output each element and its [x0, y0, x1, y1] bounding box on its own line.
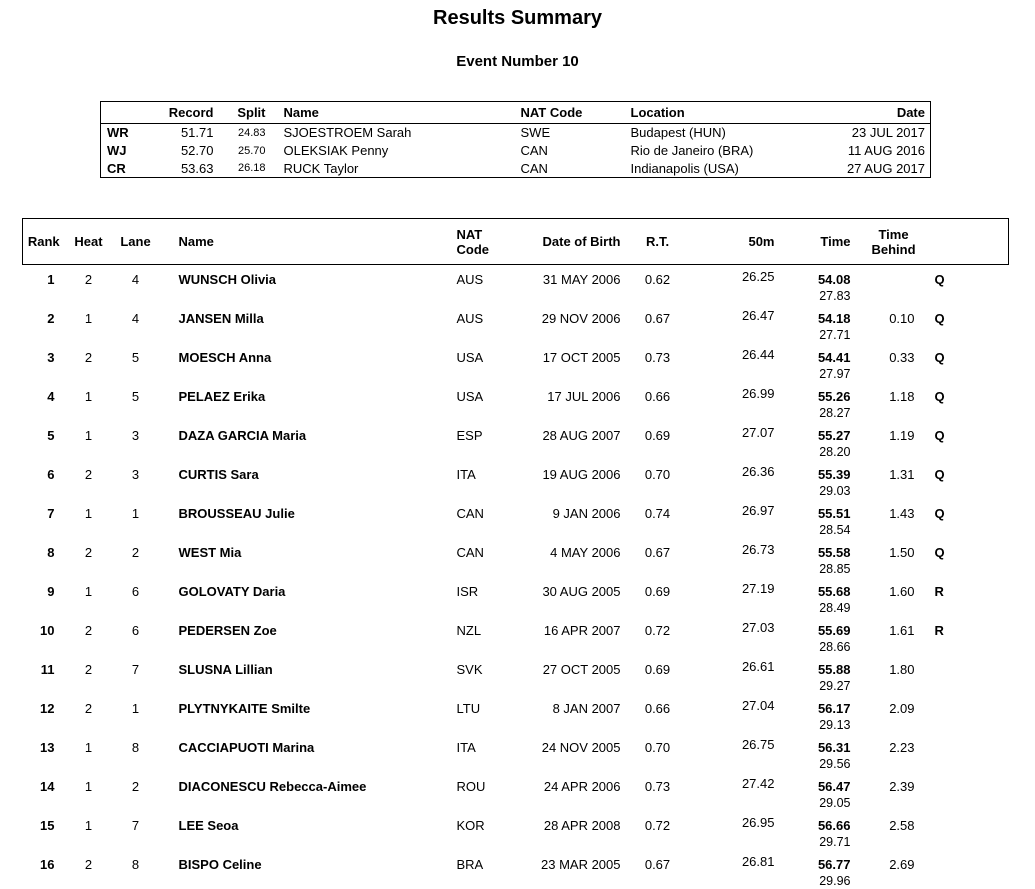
result-reaction-time: 0.70: [629, 733, 687, 772]
result-row: [23, 616, 1009, 655]
result-row: [23, 655, 1009, 694]
result-nat-code: CAN: [447, 499, 509, 538]
result-final-time: 56.77: [783, 857, 851, 873]
result-heat: 2: [65, 538, 113, 577]
result-nat-code: ITA: [447, 460, 509, 499]
result-date-of-birth: 28 AUG 2007: [509, 421, 629, 460]
records-header-row: [101, 102, 931, 124]
result-row: [23, 538, 1009, 577]
record-location: Indianapolis (USA): [616, 160, 801, 178]
result-rank: 4: [23, 382, 65, 421]
result-row: [23, 304, 1009, 343]
result-heat: 1: [65, 421, 113, 460]
result-second-50-split: 29.96: [783, 873, 851, 889]
result-qualification: [927, 733, 1009, 772]
results-header-date-of-birth: Date of Birth: [509, 219, 629, 265]
record-split: 26.18: [216, 160, 271, 178]
result-rank: 15: [23, 811, 65, 850]
result-50m-split: 26.97: [742, 503, 775, 518]
result-rank: 10: [23, 616, 65, 655]
result-50m-split: 27.04: [742, 698, 775, 713]
results-table: [22, 218, 1009, 889]
record-time: 51.71: [166, 124, 216, 142]
result-row: [23, 382, 1009, 421]
result-swimmer-name: BROUSSEAU Julie: [159, 499, 447, 538]
result-reaction-time: 0.62: [629, 265, 687, 305]
result-time-cell: [783, 811, 861, 850]
result-qualification: Q: [927, 538, 1009, 577]
result-50m-split: 26.75: [742, 737, 775, 752]
result-50m-split-cell: [687, 499, 783, 538]
result-lane: 6: [113, 616, 159, 655]
result-swimmer-name: SLUSNA Lillian: [159, 655, 447, 694]
result-50m-split-cell: [687, 772, 783, 811]
result-50m-split-cell: [687, 694, 783, 733]
result-nat-code: AUS: [447, 265, 509, 305]
result-second-50-split: 28.20: [783, 444, 851, 460]
result-final-time: 55.68: [783, 584, 851, 600]
result-reaction-time: 0.67: [629, 304, 687, 343]
record-type: WR: [101, 124, 166, 142]
result-swimmer-name: PELAEZ Erika: [159, 382, 447, 421]
result-date-of-birth: 4 MAY 2006: [509, 538, 629, 577]
result-row: [23, 421, 1009, 460]
record-row: [101, 142, 931, 160]
result-qualification: Q: [927, 343, 1009, 382]
result-time-behind: 1.50: [861, 538, 927, 577]
result-nat-code: NZL: [447, 616, 509, 655]
result-heat: 1: [65, 811, 113, 850]
result-second-50-split: 27.97: [783, 366, 851, 382]
result-swimmer-name: PEDERSEN Zoe: [159, 616, 447, 655]
result-time-behind: 1.43: [861, 499, 927, 538]
result-final-time: 54.08: [783, 272, 851, 288]
record-date: 11 AUG 2016: [801, 142, 931, 160]
result-time-cell: [783, 499, 861, 538]
record-holder: RUCK Taylor: [271, 160, 516, 178]
result-rank: 16: [23, 850, 65, 889]
record-holder: SJOESTROEM Sarah: [271, 124, 516, 142]
result-qualification: [927, 772, 1009, 811]
result-lane: 8: [113, 733, 159, 772]
result-nat-code: USA: [447, 382, 509, 421]
result-50m-split-cell: [687, 577, 783, 616]
result-heat: 1: [65, 733, 113, 772]
result-heat: 2: [65, 694, 113, 733]
result-50m-split: 26.99: [742, 386, 775, 401]
result-swimmer-name: PLYTNYKAITE Smilte: [159, 694, 447, 733]
result-row: [23, 499, 1009, 538]
result-final-time: 56.31: [783, 740, 851, 756]
result-rank: 2: [23, 304, 65, 343]
result-50m-split-cell: [687, 265, 783, 305]
record-row: [101, 124, 931, 142]
result-50m-split-cell: [687, 343, 783, 382]
result-50m-split: 27.42: [742, 776, 775, 791]
result-lane: 7: [113, 655, 159, 694]
result-rank: 6: [23, 460, 65, 499]
result-time-cell: [783, 343, 861, 382]
result-reaction-time: 0.66: [629, 694, 687, 733]
result-heat: 2: [65, 655, 113, 694]
result-heat: 2: [65, 343, 113, 382]
results-header-time-behind: Time Behind: [861, 219, 927, 265]
result-heat: 2: [65, 460, 113, 499]
result-heat: 1: [65, 304, 113, 343]
result-rank: 9: [23, 577, 65, 616]
result-time-behind: 2.58: [861, 811, 927, 850]
result-date-of-birth: 16 APR 2007: [509, 616, 629, 655]
result-qualification: [927, 694, 1009, 733]
result-nat-code: LTU: [447, 694, 509, 733]
result-time-behind: 0.33: [861, 343, 927, 382]
record-row: [101, 160, 931, 178]
result-final-time: 54.18: [783, 311, 851, 327]
record-nat-code: CAN: [516, 160, 616, 178]
result-lane: 5: [113, 382, 159, 421]
result-date-of-birth: 9 JAN 2006: [509, 499, 629, 538]
result-heat: 2: [65, 265, 113, 305]
result-reaction-time: 0.66: [629, 382, 687, 421]
result-heat: 1: [65, 577, 113, 616]
result-50m-split-cell: [687, 733, 783, 772]
result-50m-split: 26.81: [742, 854, 775, 869]
result-date-of-birth: 17 OCT 2005: [509, 343, 629, 382]
result-time-cell: [783, 655, 861, 694]
result-row: [23, 811, 1009, 850]
results-header-rank: Rank: [23, 219, 65, 265]
result-final-time: 55.69: [783, 623, 851, 639]
result-second-50-split: 28.27: [783, 405, 851, 421]
result-date-of-birth: 29 NOV 2006: [509, 304, 629, 343]
result-rank: 1: [23, 265, 65, 305]
result-second-50-split: 27.71: [783, 327, 851, 343]
result-second-50-split: 29.71: [783, 834, 851, 850]
result-second-50-split: 28.85: [783, 561, 851, 577]
result-lane: 1: [113, 694, 159, 733]
result-reaction-time: 0.69: [629, 655, 687, 694]
result-reaction-time: 0.73: [629, 772, 687, 811]
result-time-cell: [783, 850, 861, 889]
result-time-behind: 2.39: [861, 772, 927, 811]
result-50m-split: 26.73: [742, 542, 775, 557]
result-50m-split: 26.25: [742, 269, 775, 284]
result-reaction-time: 0.67: [629, 850, 687, 889]
result-time-cell: [783, 694, 861, 733]
result-reaction-time: 0.67: [629, 538, 687, 577]
result-lane: 2: [113, 538, 159, 577]
records-header-nat-code: NAT Code: [516, 102, 616, 124]
result-50m-split-cell: [687, 811, 783, 850]
result-qualification: R: [927, 616, 1009, 655]
result-swimmer-name: BISPO Celine: [159, 850, 447, 889]
result-50m-split-cell: [687, 304, 783, 343]
result-qualification: R: [927, 577, 1009, 616]
result-rank: 12: [23, 694, 65, 733]
records-table: [100, 101, 931, 178]
result-50m-split: 27.07: [742, 425, 775, 440]
result-time-behind: 1.61: [861, 616, 927, 655]
result-lane: 4: [113, 304, 159, 343]
result-time-behind: 1.31: [861, 460, 927, 499]
result-time-cell: [783, 382, 861, 421]
result-final-time: 55.39: [783, 467, 851, 483]
result-final-time: 56.66: [783, 818, 851, 834]
result-swimmer-name: MOESCH Anna: [159, 343, 447, 382]
result-rank: 7: [23, 499, 65, 538]
result-row: [23, 694, 1009, 733]
result-date-of-birth: 8 JAN 2007: [509, 694, 629, 733]
results-header-heat: Heat: [65, 219, 113, 265]
result-second-50-split: 27.83: [783, 288, 851, 304]
result-row: [23, 733, 1009, 772]
records-header-record: Record: [166, 102, 216, 124]
result-final-time: 55.51: [783, 506, 851, 522]
results-header-50m: 50m: [687, 219, 783, 265]
result-nat-code: AUS: [447, 304, 509, 343]
result-second-50-split: 28.54: [783, 522, 851, 538]
result-nat-code: ROU: [447, 772, 509, 811]
page-title: Results Summary: [0, 7, 1035, 30]
result-time-behind: 1.80: [861, 655, 927, 694]
result-heat: 1: [65, 772, 113, 811]
result-50m-split: 27.03: [742, 620, 775, 635]
result-lane: 8: [113, 850, 159, 889]
record-split: 24.83: [216, 124, 271, 142]
result-time-cell: [783, 733, 861, 772]
results-table-header: [23, 219, 1009, 265]
result-qualification: Q: [927, 265, 1009, 305]
result-row: [23, 460, 1009, 499]
result-rank: 13: [23, 733, 65, 772]
result-time-behind: 2.23: [861, 733, 927, 772]
result-rank: 11: [23, 655, 65, 694]
results-header-reaction-time: R.T.: [629, 219, 687, 265]
result-swimmer-name: CURTIS Sara: [159, 460, 447, 499]
record-type: CR: [101, 160, 166, 178]
result-50m-split: 26.95: [742, 815, 775, 830]
result-qualification: [927, 655, 1009, 694]
results-header-nat-code: NAT Code: [447, 219, 509, 265]
result-date-of-birth: 28 APR 2008: [509, 811, 629, 850]
record-type: WJ: [101, 142, 166, 160]
result-nat-code: BRA: [447, 850, 509, 889]
result-heat: 2: [65, 616, 113, 655]
result-reaction-time: 0.69: [629, 577, 687, 616]
result-lane: 3: [113, 421, 159, 460]
results-header-time: Time: [783, 219, 861, 265]
result-lane: 3: [113, 460, 159, 499]
result-second-50-split: 29.56: [783, 756, 851, 772]
record-location: Budapest (HUN): [616, 124, 801, 142]
result-swimmer-name: LEE Seoa: [159, 811, 447, 850]
result-lane: 5: [113, 343, 159, 382]
result-time-behind: 0.10: [861, 304, 927, 343]
result-row: [23, 772, 1009, 811]
record-holder: OLEKSIAK Penny: [271, 142, 516, 160]
result-rank: 3: [23, 343, 65, 382]
result-50m-split-cell: [687, 655, 783, 694]
result-row: [23, 343, 1009, 382]
result-qualification: Q: [927, 304, 1009, 343]
result-qualification: Q: [927, 382, 1009, 421]
result-qualification: [927, 850, 1009, 889]
results-header-lane: Lane: [113, 219, 159, 265]
result-swimmer-name: WUNSCH Olivia: [159, 265, 447, 305]
result-date-of-birth: 24 APR 2006: [509, 772, 629, 811]
record-time: 52.70: [166, 142, 216, 160]
result-time-behind: 1.60: [861, 577, 927, 616]
result-50m-split: 26.61: [742, 659, 775, 674]
record-date: 23 JUL 2017: [801, 124, 931, 142]
result-reaction-time: 0.70: [629, 460, 687, 499]
result-swimmer-name: CACCIAPUOTI Marina: [159, 733, 447, 772]
result-reaction-time: 0.72: [629, 811, 687, 850]
result-rank: 5: [23, 421, 65, 460]
result-rank: 8: [23, 538, 65, 577]
result-50m-split-cell: [687, 382, 783, 421]
result-reaction-time: 0.72: [629, 616, 687, 655]
result-time-behind: 1.18: [861, 382, 927, 421]
result-heat: 2: [65, 850, 113, 889]
result-date-of-birth: 23 MAR 2005: [509, 850, 629, 889]
result-time-cell: [783, 421, 861, 460]
result-date-of-birth: 31 MAY 2006: [509, 265, 629, 305]
result-lane: 1: [113, 499, 159, 538]
result-swimmer-name: DIACONESCU Rebecca-Aimee: [159, 772, 447, 811]
result-time-cell: [783, 460, 861, 499]
record-date: 27 AUG 2017: [801, 160, 931, 178]
records-header-name: Name: [271, 102, 516, 124]
result-date-of-birth: 17 JUL 2006: [509, 382, 629, 421]
result-qualification: Q: [927, 499, 1009, 538]
result-row: [23, 265, 1009, 305]
result-time-cell: [783, 772, 861, 811]
result-50m-split: 27.19: [742, 581, 775, 596]
result-heat: 1: [65, 499, 113, 538]
result-50m-split-cell: [687, 421, 783, 460]
records-header-date: Date: [801, 102, 931, 124]
result-time-behind: 2.69: [861, 850, 927, 889]
result-time-cell: [783, 304, 861, 343]
result-time-cell: [783, 616, 861, 655]
records-table-header: [101, 102, 931, 124]
result-date-of-birth: 27 OCT 2005: [509, 655, 629, 694]
result-final-time: 55.58: [783, 545, 851, 561]
records-table-body: [101, 124, 931, 178]
result-50m-split: 26.44: [742, 347, 775, 362]
result-time-cell: [783, 577, 861, 616]
result-swimmer-name: GOLOVATY Daria: [159, 577, 447, 616]
result-reaction-time: 0.73: [629, 343, 687, 382]
result-lane: 6: [113, 577, 159, 616]
result-second-50-split: 29.27: [783, 678, 851, 694]
result-final-time: 55.26: [783, 389, 851, 405]
result-nat-code: ESP: [447, 421, 509, 460]
result-nat-code: CAN: [447, 538, 509, 577]
result-reaction-time: 0.69: [629, 421, 687, 460]
result-final-time: 54.41: [783, 350, 851, 366]
result-50m-split-cell: [687, 616, 783, 655]
result-second-50-split: 29.03: [783, 483, 851, 499]
result-50m-split-cell: [687, 460, 783, 499]
results-header-row: [23, 219, 1009, 265]
result-time-cell: [783, 538, 861, 577]
result-date-of-birth: 19 AUG 2006: [509, 460, 629, 499]
event-number-subtitle: Event Number 10: [0, 53, 1035, 70]
result-date-of-birth: 30 AUG 2005: [509, 577, 629, 616]
result-nat-code: ITA: [447, 733, 509, 772]
result-50m-split: 26.36: [742, 464, 775, 479]
result-second-50-split: 29.05: [783, 795, 851, 811]
record-nat-code: CAN: [516, 142, 616, 160]
result-second-50-split: 28.49: [783, 600, 851, 616]
result-50m-split: 26.47: [742, 308, 775, 323]
result-nat-code: ISR: [447, 577, 509, 616]
result-reaction-time: 0.74: [629, 499, 687, 538]
result-qualification: Q: [927, 421, 1009, 460]
result-time-behind: 1.19: [861, 421, 927, 460]
result-final-time: 56.47: [783, 779, 851, 795]
result-qualification: [927, 811, 1009, 850]
result-qualification: Q: [927, 460, 1009, 499]
result-time-cell: [783, 265, 861, 305]
result-date-of-birth: 24 NOV 2005: [509, 733, 629, 772]
results-table-body: [23, 265, 1009, 889]
result-row: [23, 577, 1009, 616]
result-swimmer-name: DAZA GARCIA Maria: [159, 421, 447, 460]
result-swimmer-name: JANSEN Milla: [159, 304, 447, 343]
record-nat-code: SWE: [516, 124, 616, 142]
result-lane: 7: [113, 811, 159, 850]
result-row: [23, 850, 1009, 889]
result-final-time: 55.88: [783, 662, 851, 678]
result-second-50-split: 28.66: [783, 639, 851, 655]
result-nat-code: USA: [447, 343, 509, 382]
result-lane: 4: [113, 265, 159, 305]
result-rank: 14: [23, 772, 65, 811]
result-time-behind: [861, 265, 927, 305]
records-header-type: [101, 102, 166, 124]
results-header-qualification: [927, 219, 1009, 265]
result-final-time: 56.17: [783, 701, 851, 717]
result-heat: 1: [65, 382, 113, 421]
results-header-name: Name: [159, 219, 447, 265]
result-nat-code: KOR: [447, 811, 509, 850]
result-nat-code: SVK: [447, 655, 509, 694]
record-location: Rio de Janeiro (BRA): [616, 142, 801, 160]
result-50m-split-cell: [687, 850, 783, 889]
record-split: 25.70: [216, 142, 271, 160]
result-second-50-split: 29.13: [783, 717, 851, 733]
records-header-location: Location: [616, 102, 801, 124]
result-final-time: 55.27: [783, 428, 851, 444]
result-swimmer-name: WEST Mia: [159, 538, 447, 577]
result-50m-split-cell: [687, 538, 783, 577]
result-time-behind: 2.09: [861, 694, 927, 733]
records-header-split: Split: [216, 102, 271, 124]
record-time: 53.63: [166, 160, 216, 178]
result-lane: 2: [113, 772, 159, 811]
